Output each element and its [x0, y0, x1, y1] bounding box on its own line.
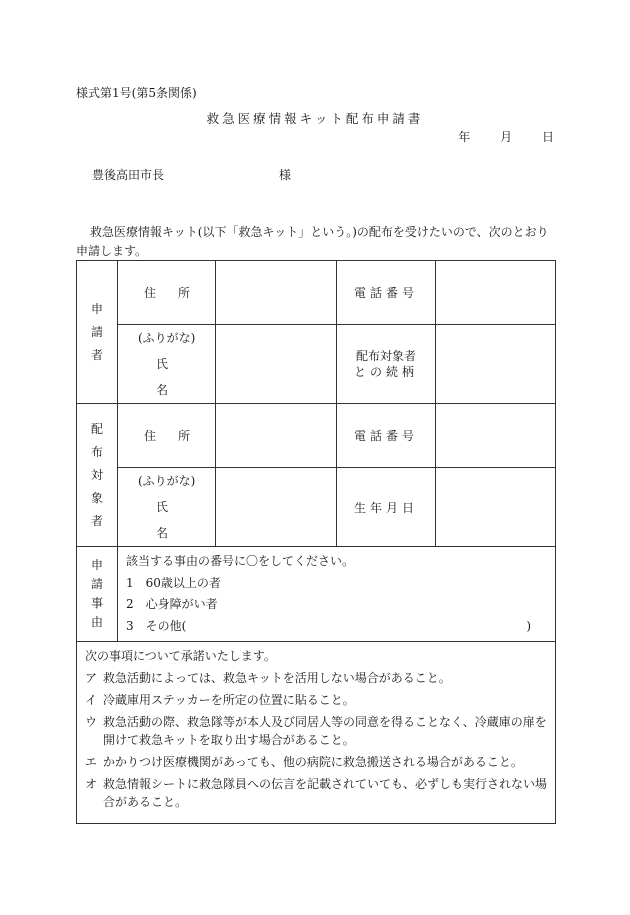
recipient-address-field[interactable]	[216, 404, 337, 468]
honorific: 様	[279, 168, 292, 182]
form-number: 様式第1号(第5条関係)	[76, 86, 197, 100]
applicant-phone-label: 電話番号	[337, 261, 436, 325]
recipient-address-row	[77, 404, 556, 468]
reason-instruction: 該当する事由の番号に〇をしてください。	[126, 554, 355, 568]
consent-item-i: イ 冷蔵庫用ステッカーを所定の位置に貼ること。	[85, 693, 355, 707]
applicant-phone-field[interactable]	[436, 261, 556, 325]
relation-field[interactable]	[436, 325, 556, 404]
applicant-address-row	[77, 261, 556, 325]
reason-options	[118, 547, 556, 642]
date-month: 月	[500, 130, 513, 144]
reason-option-1[interactable]: 1 60歳以上の者	[126, 575, 221, 590]
intro-line-2: 申請します。	[76, 244, 148, 258]
reason-section-label: 申 請 事 由	[77, 547, 118, 642]
consent-intro: 次の事項について承諾いたします。	[85, 649, 276, 663]
addressee: 豊後高田市長	[92, 168, 165, 182]
consent-item-u: ウ 救急活動の際、救急隊等が本人及び同居人等の同意を得ることなく、冷蔵庫の扉を開けて救急キットを取り出す場合があること。	[85, 715, 547, 747]
recipient-name-label: (ふりがな) 氏名	[118, 468, 216, 547]
date-day: 日	[541, 130, 554, 144]
applicant-furigana-label: (ふりがな)	[138, 331, 196, 345]
consent-item-e: エ かかりつけ医療機関があっても、他の病院に救急搬送される場合があること。	[85, 755, 523, 769]
recipient-name-row	[77, 468, 556, 547]
birthdate-field[interactable]	[436, 468, 556, 547]
reason-option-3[interactable]: 3 その他( )	[126, 618, 531, 633]
applicant-address-field[interactable]	[216, 261, 337, 325]
date-year: 年	[458, 130, 471, 144]
reason-option-2[interactable]: 2 心身障がい者	[126, 597, 218, 611]
intro-line-1: 救急医療情報キット(以下「救急キット」という。)の配布を受けたいので、次のとおり	[90, 225, 549, 239]
applicant-name-field[interactable]	[216, 325, 337, 404]
consent-item-o: オ 救急情報シートに救急隊員への伝言を記載されていても、必ずしも実行されない場合があること。	[85, 777, 548, 809]
consent-block	[77, 642, 556, 824]
recipient-phone-field[interactable]	[436, 404, 556, 468]
recipient-address-label: 住 所	[118, 404, 216, 468]
recipient-furigana-label: (ふりがな)	[138, 474, 196, 488]
consent-item-a: ア 救急活動によっては、救急キットを活用しない場合があること。	[85, 671, 451, 685]
applicant-address-label: 住 所	[118, 261, 216, 325]
applicant-name-row	[77, 325, 556, 404]
birthdate-label: 生年月日	[337, 468, 436, 547]
consent-row	[77, 642, 556, 824]
relation-label: 配布対象者 との続柄	[337, 325, 436, 404]
date-line	[432, 128, 554, 145]
recipient-section-label: 配 布 対 象 者	[77, 404, 118, 547]
reason-row	[77, 547, 556, 642]
recipient-phone-label: 電話番号	[337, 404, 436, 468]
applicant-name-label: (ふりがな) 氏名	[118, 325, 216, 404]
recipient-name-field[interactable]	[216, 468, 337, 547]
application-form-table	[76, 260, 556, 824]
applicant-section-label: 申 請 者	[77, 261, 118, 404]
page-title: 救急医療情報キット配布申請書	[206, 111, 424, 126]
